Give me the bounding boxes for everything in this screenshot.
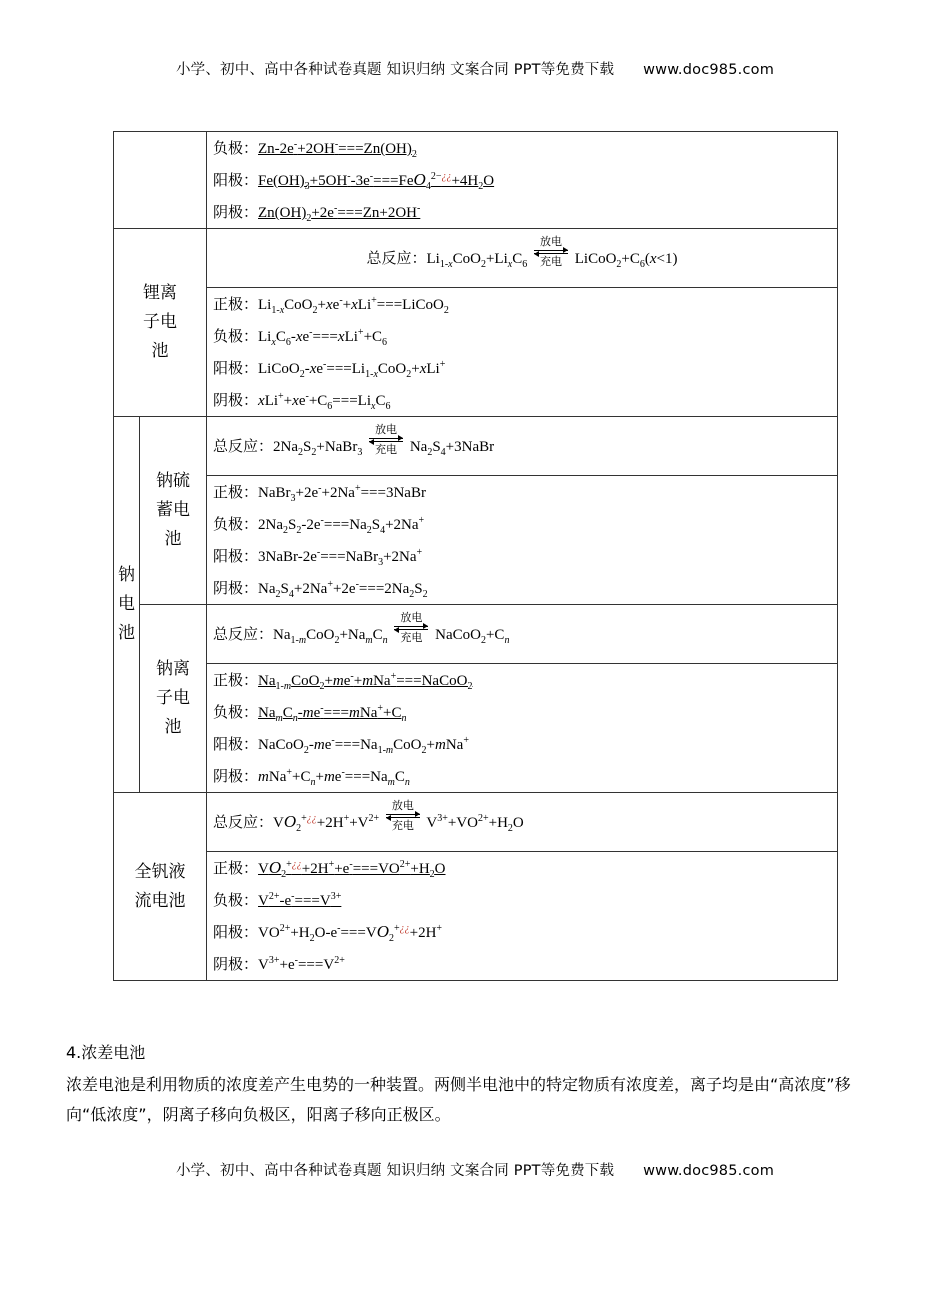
equations-cell: 正极：$VO_2^{+¿¿}+2H^++e^-===VO^{2+}+H_2O$ 负极：$V^{2+}-e^-===V^{3+}$ 阳极：$VO^{2+}+H_2O-e^-===VO_2^{+¿¿}+2H^+$ 阴极：$V^{3+}+e^-===V^{2+}$	[207, 852, 838, 981]
anode-label: 阳极：	[213, 171, 259, 189]
category-sodium: 钠 电 池	[114, 417, 140, 793]
total-reaction-cell	[207, 417, 838, 476]
total-reaction-cell	[207, 605, 838, 664]
reversible-arrow: 放电 充电	[386, 800, 420, 832]
page-footer	[0, 1159, 950, 1180]
category-na-s: 钠硫 蓄电 池	[140, 417, 207, 605]
reversible-arrow: 放电 充电	[369, 424, 403, 456]
battery-table	[113, 131, 838, 981]
equations-cell: 正极：$Li_{1-x}CoO_2+xe^-+xLi^+===LiCoO_2$ 负极：$Li_xC_6-xe^-===xLi^++C_6$ 阳极：$LiCoO_2-xe^-===Li_{1-x}CoO_2+xLi^+$ 阴极：$xLi^++xe^-+C_6===Li_xC_6$	[207, 288, 838, 417]
total-reaction: 总反应：$2Na_2S_2+NaBr_3$ 放电 充电 $Na_2S_4+3NaBr$	[213, 422, 495, 458]
header-text: 小学、初中、高中各种试卷真题 知识归纳 文案合同 PPT等免费下载	[175, 62, 615, 78]
equation-line: 负极：$Zn-2e^-+2OH^-===Zn(OH)_2$	[213, 139, 417, 160]
table-row	[114, 605, 838, 664]
total-reaction: 总反应：$VO_2^{+¿¿}+2H^++V^{2+}$ 放电 充电 $V^{3+}+VO^{2+}+H_2O$	[213, 798, 524, 834]
category-vanadium: 全钒液 流电池	[114, 793, 207, 981]
table-row	[114, 229, 838, 288]
table-row	[114, 664, 838, 793]
equations-cell	[207, 132, 838, 229]
category-cell-empty	[114, 132, 207, 229]
equations-cell: 正极：$Na_{1-m}CoO_2+me^-+mNa^+===NaCoO_2$ 负极：$Na_mC_n-me^-===mNa^++C_n$ 阳极：$NaCoO_2-me^-===Na_{1-m}CoO_2+mNa^+$ 阴极：$mNa^++C_n+me^-===Na_mC_n$	[207, 664, 838, 793]
section-title: 4.浓差电池	[66, 1043, 146, 1062]
table-row	[114, 852, 838, 981]
table-row	[114, 288, 838, 417]
header-url: www.doc985.com	[643, 62, 775, 78]
section-body: 浓差电池是利用物质的浓度差产生电势的一种装置。两侧半电池中的特定物质有浓度差，离子均是由“高浓度”移向“低浓度”，阴离子移向负极区，阳离子移向正极区。	[66, 1075, 851, 1124]
total-reaction: 总反应：$Na_{1-m}CoO_2+Na_mC_n$ 放电 充电 $NaCoO_2+C_n$	[213, 610, 510, 646]
table-row	[114, 417, 838, 476]
category-li-ion: 锂离 子电 池	[114, 229, 207, 417]
total-reaction-cell	[207, 793, 838, 852]
equations-cell: 正极：NaBr$_3$+2e-+2Na+===3NaBr 负极：$2Na_2S_2-2e^-===Na_2S_4+2Na^+$ 阳极：3NaBr-2e-===NaBr$_3$+2Na+ 阴极：$Na_2S_4+2Na^++2e^-===2Na_2S_2$	[207, 476, 838, 605]
table-row	[114, 476, 838, 605]
neg-label: 负极：	[213, 139, 259, 157]
equation-line: 阴极：$Zn(OH)_2+2e^-===Zn+2OH^-$	[213, 203, 421, 224]
total-reaction: 总反应：$Li_{1-x}CoO_2+Li_xC_6$ 放电 充电 $LiCoO_2+C_6(x<1)$	[366, 234, 678, 270]
footer-text: 小学、初中、高中各种试卷真题 知识归纳 文案合同 PPT等免费下载	[175, 1163, 615, 1179]
total-reaction-cell	[207, 229, 838, 288]
reversible-arrow: 放电 充电	[534, 236, 568, 268]
category-na-ion: 钠离 子电 池	[140, 605, 207, 793]
reversible-arrow: 放电 充电	[394, 612, 428, 644]
equation-line: 阳极：$Fe(OH)_3+5OH^--3e^-===FeO_4^{2-¿¿}+4H_2O$	[213, 170, 495, 192]
table-row	[114, 132, 838, 229]
footer-url: www.doc985.com	[643, 1163, 775, 1179]
cathode-label: 阴极：	[213, 203, 259, 221]
table-row	[114, 793, 838, 852]
page-header	[0, 58, 950, 79]
